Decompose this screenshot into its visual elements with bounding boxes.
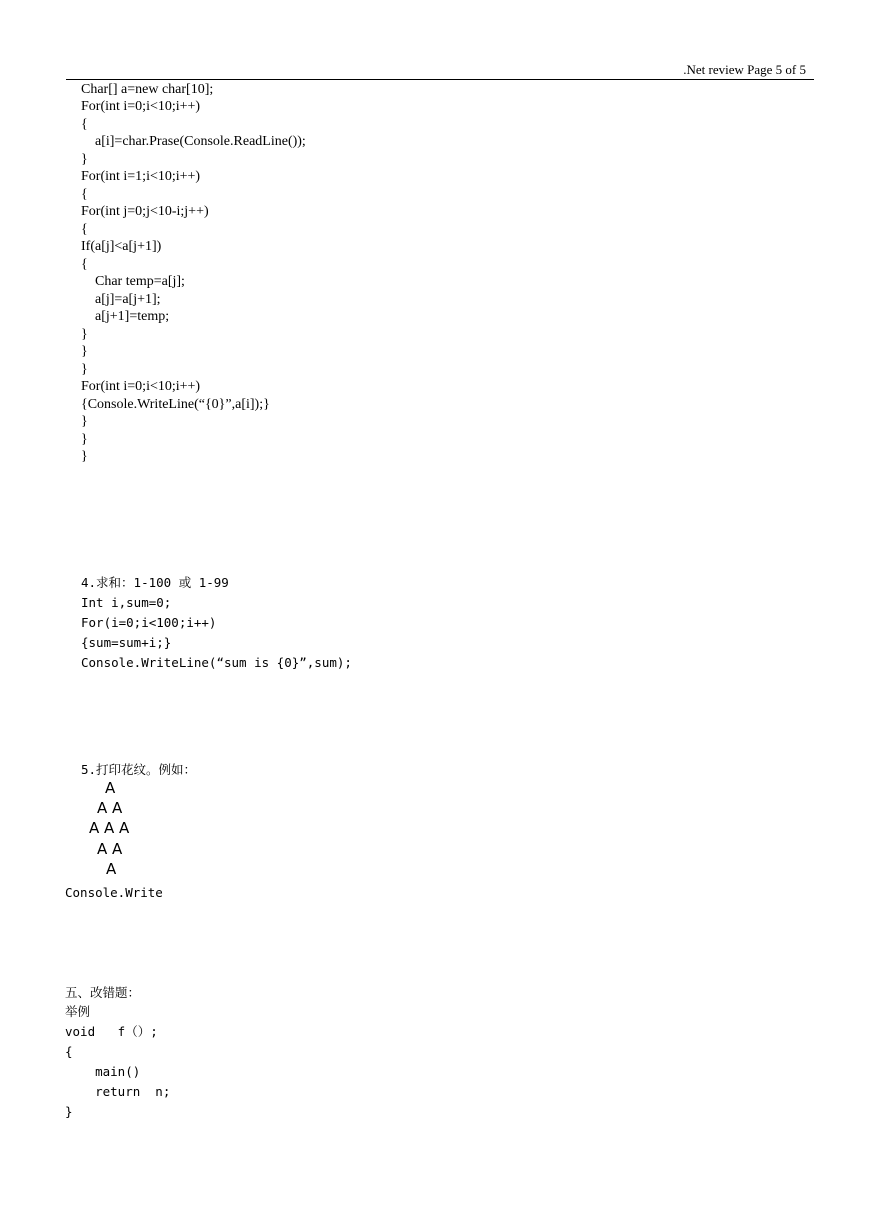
pattern-row: A (106, 860, 117, 878)
code-line: Console.Write (65, 885, 163, 900)
code-line: } (65, 1104, 73, 1119)
code-line: { (81, 222, 88, 237)
code-line: {sum=sum+i;} (81, 635, 172, 650)
code-line: For(int i=0;i<10;i++) (81, 99, 201, 114)
pattern-row: A A (97, 799, 123, 817)
code-line: { (65, 1044, 73, 1059)
code-line: { (81, 117, 88, 132)
code-line: void f（）; (65, 1024, 158, 1039)
section-title: 五、改错题： (65, 985, 141, 1000)
code-line: For(int i=0;i<10;i++) (81, 379, 201, 394)
section-title: 4.求和：1-100 或 1-99 (81, 575, 229, 590)
code-line: { (81, 187, 88, 202)
code-line: a[j]=a[j+1]; (81, 292, 161, 307)
code-line: } (81, 432, 88, 447)
pattern-row: A (105, 779, 116, 797)
code-line: } (81, 152, 88, 167)
code-line: } (81, 362, 88, 377)
page-header-text: .Net review Page 5 of 5 (683, 62, 806, 77)
code-line: If(a[j]<a[j+1]) (81, 239, 162, 254)
code-line: Int i,sum=0; (81, 595, 172, 610)
example-label: 举例 (65, 1004, 91, 1019)
pattern-row: A A (97, 840, 123, 858)
code-line: Char[] a=new char[10]; (81, 82, 214, 97)
code-line: For(int i=1;i<10;i++) (81, 169, 201, 184)
code-line: For(int j=0;j<10-i;j++) (81, 204, 209, 219)
code-line: } (81, 327, 88, 342)
code-line: } (81, 449, 88, 464)
code-line: } (81, 344, 88, 359)
code-line: main() (65, 1064, 141, 1079)
pattern-row: A A A (89, 819, 130, 837)
code-line: a[j+1]=temp; (81, 309, 170, 324)
code-line: Char temp=a[j]; (81, 274, 185, 289)
code-line: For(i=0;i<100;i++) (81, 615, 217, 630)
code-line: return n; (65, 1084, 171, 1099)
code-line: } (81, 414, 88, 429)
code-line: { (81, 257, 88, 272)
code-line: a[i]=char.Prase(Console.ReadLine()); (81, 134, 306, 149)
page-header (66, 61, 814, 80)
code-line: {Console.WriteLine(“{0}”,a[i]);} (81, 397, 270, 412)
code-line: Console.WriteLine(“sum is {0}”,sum); (81, 655, 352, 670)
section-title: 5.打印花纹。例如： (81, 762, 197, 777)
